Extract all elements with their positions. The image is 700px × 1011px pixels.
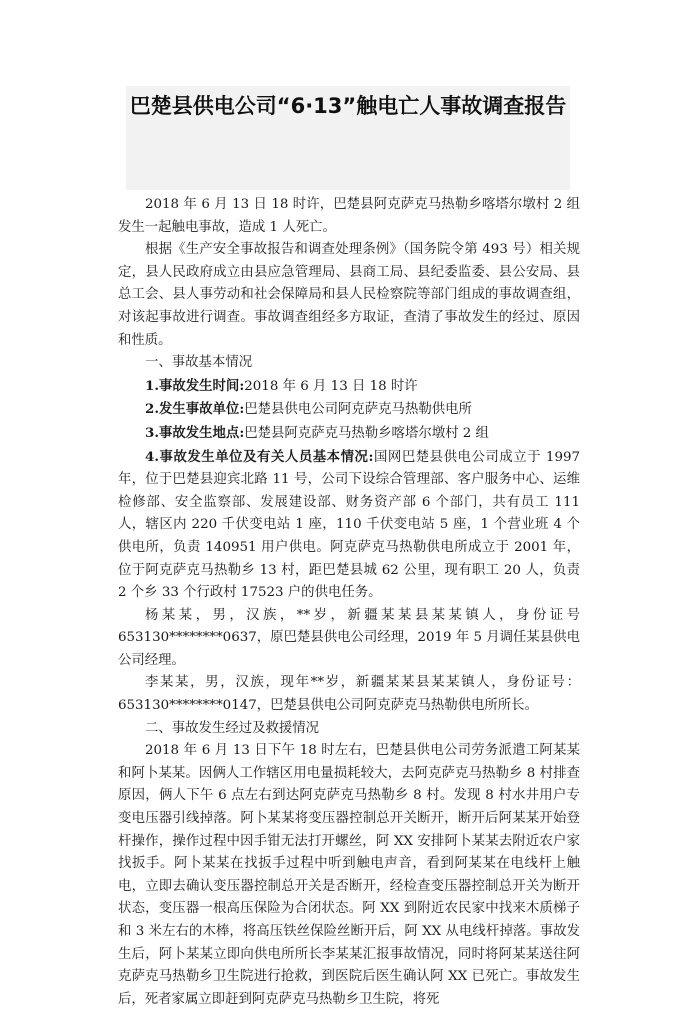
- item-label: 2.发生事故单位:: [145, 401, 245, 418]
- document-body: [118, 194, 580, 1011]
- item-value: 国网巴楚县供电公司成立于 1997 年，位于巴楚县迎宾北路 11 号，公司下设综合管理部、客户服务中心、运维检修部、安全监察部、发展建设部、财务资产部 6 个部门，共有员工 111 人，辖区内 220 千伏变电站 1 座，110 千伏变电站 5 座，1 个营业班 4 个供电所，负责 140951 用户供电。阿克萨克马热勒供电所成立于 2001 年，位于阿克萨克马热勒乡 13 村，距巴楚县城 62 公里，现有职工 20 人，负责 2 个乡 33 个行政村 17523 户的供电任务。: [118, 449, 580, 601]
- document-title: 巴楚县供电公司“6·13”触电亡人事故调查报告: [129, 94, 567, 118]
- process-paragraph: 2018 年 6 月 13 日下午 18 时左右，巴楚县供电公司劳务派遣工阿某某和阿卜某某。因俩人工作辖区用电量损耗较大，去阿克萨克马热勒乡 8 村排查原因，俩人下午 6 点左右到达阿克萨克马热勒乡 8 村。发现 8 村水井用户专变电压器引线掉落。阿卜某某将变压器控制总开关断开，断开后阿某某开始登杆操作，操作过程中因手钳无法打开螺丝，阿 XX 安排阿卜某某去附近农户家找扳手。阿卜某某在找扳手过程中听到触电声音，看到阿某某在电线杆上触电，立即去确认变压器控制总开关是否断开，经检查变压器控制总开关为断开状态，变压器一根高压保险为合闭状态。阿 XX 到附近农民家中找来木质梯子和 3 米左右的木棒，将高压铁丝保险丝断开后，阿 XX 从电线杆掉落。事故发生后，阿卜某某立即向供电所所长李某某汇报事故情况，同时将阿某某送往阿克萨克马热勒乡卫生院进行抢救，到医院后医生确认阿 XX 已死亡。事故发生后，死者家属立即赶到阿克萨克马热勒乡卫生院，将死: [118, 743, 580, 1007]
- person-li: 李某某，男，汉族，现年**岁，新疆某某县某某镇人，身份证号：653130********0147，巴楚县供电公司阿克萨克马热勒供电所所长。: [118, 675, 580, 714]
- item-unit-and-personnel: [118, 446, 580, 605]
- item-accident-time: [118, 375, 580, 399]
- item-accident-location: [118, 422, 580, 446]
- section-heading-basic-info: 一、事故基本情况: [145, 355, 253, 371]
- section-heading-process: 二、事故发生经过及救援情况: [145, 720, 320, 736]
- item-label: 4.事故发生单位及有关人员基本情况:: [145, 448, 374, 465]
- item-label: 3.事故发生地点:: [145, 424, 245, 441]
- item-label: 1.事故发生时间:: [145, 377, 245, 394]
- item-value: 巴楚县供电公司阿克萨克马热勒供电所: [244, 402, 472, 418]
- basis-paragraph: 根据《生产安全事故报告和调查处理条例》（国务院令第 493 号）相关规定，县人民政府成立由县应急管理局、县商工局、县纪委监委、县公安局、县总工会、县人事劳动和社会保障局和县人民检察院等部门组成的事故调查组，对该起事故进行调查。事故调查组经多方取证，查清了事故发生的经过、原因和性质。: [118, 242, 580, 348]
- person-yang: 杨某某，男，汉族，**岁，新疆某某县某某镇人，身份证号 653130********0637，原巴楚县供电公司经理，2019 年 5 月调任某县供电公司经理。: [118, 607, 580, 668]
- item-accident-unit: [118, 398, 580, 422]
- intro-paragraph: 2018 年 6 月 13 日 18 时许，巴楚县阿克萨克马热勒乡喀塔尔墩村 2 组发生一起触电事故，造成 1 人死亡。: [118, 197, 580, 235]
- item-value: 2018 年 6 月 13 日 18 时许: [244, 378, 418, 394]
- item-value: 巴楚县阿克萨克马热勒乡喀塔尔墩村 2 组: [244, 425, 489, 441]
